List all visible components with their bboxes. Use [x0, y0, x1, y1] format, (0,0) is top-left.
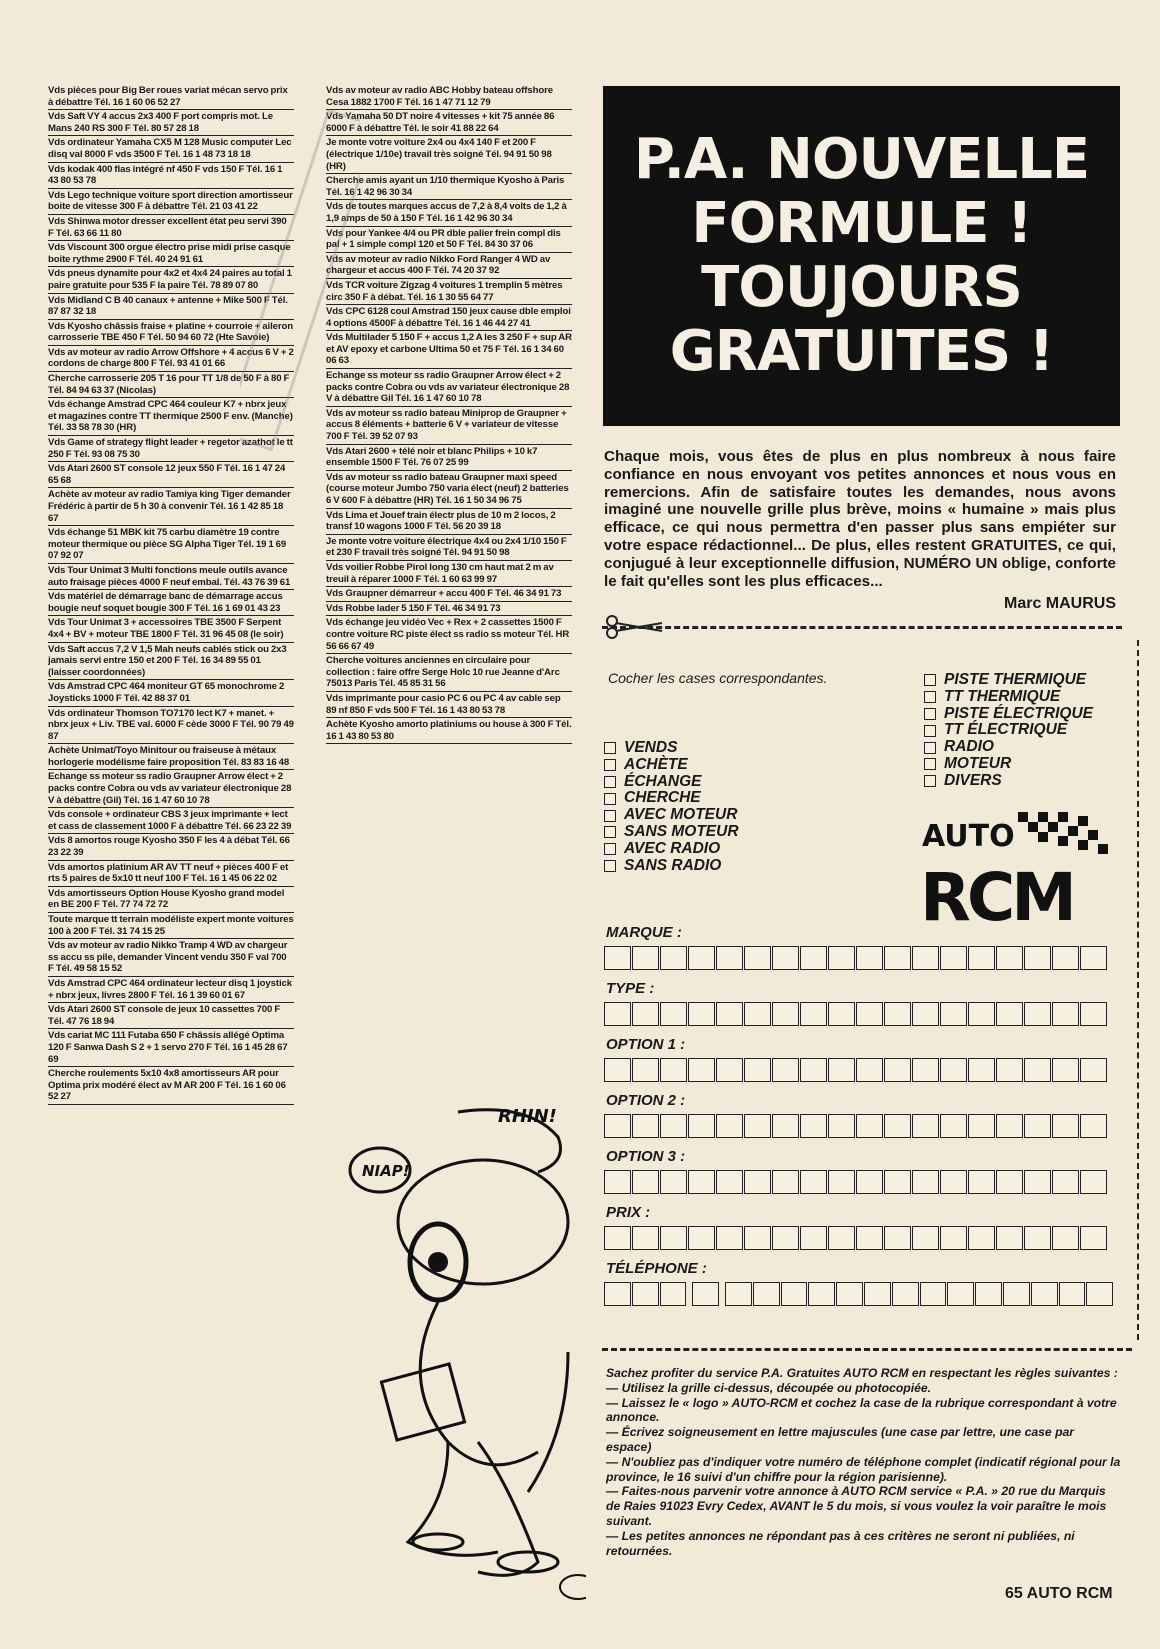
- letter-box[interactable]: [996, 1002, 1023, 1026]
- rubric-option[interactable]: [604, 807, 739, 824]
- letter-box[interactable]: [800, 1226, 827, 1250]
- classified-ad: Vds de toutes marques accus de 7,2 à 8,4 volts de 1,2 à 1,9 amps de 50 à 150 F Tél. 16 1 42 96 30 34: [326, 200, 572, 226]
- classified-ad: Vds ordinateur Thomson TO7170 lect K7 + manet. + nbrx jeux + Liv. TBE val. 6000 F cède 3000 F Tél. 90 79 49 87: [48, 707, 294, 745]
- rubric-label: MOTEUR: [944, 754, 1012, 772]
- letter-box[interactable]: [828, 1170, 855, 1194]
- classified-ad: Vds Amstrad CPC 464 ordinateur lecteur disq 1 joystick + nbrx jeux, livres 2800 F Tél. 16 1 39 60 01 67: [48, 977, 294, 1003]
- rubric-label: PISTE THERMIQUE: [944, 671, 1087, 688]
- letter-box[interactable]: [660, 946, 687, 970]
- svg-text:NIAP!: NIAP!: [362, 1162, 410, 1180]
- letter-box[interactable]: [856, 1002, 883, 1026]
- letter-box[interactable]: [744, 1002, 771, 1026]
- letter-box[interactable]: [912, 1226, 939, 1250]
- checkbox[interactable]: [924, 691, 936, 703]
- classified-ad: Echange ss moteur ss radio Graupner Arrow élect + 2 packs contre Cobra ou vds av variateur électronique 28 V à débattre (Gil) Tél. 16 1 47 60 10 78: [48, 770, 294, 808]
- letter-box[interactable]: [864, 1282, 891, 1306]
- rubric-label: ACHÈTE: [624, 755, 688, 773]
- rubric-option[interactable]: [604, 858, 739, 875]
- classified-ad: Vds TCR voiture Zigzag 4 voitures 1 tremplin 5 mètres circ 350 F à débat. Tél. 16 1 30 55 64 77: [326, 279, 572, 305]
- mouse-cartoon-illustration: [328, 1092, 586, 1632]
- letter-box[interactable]: [604, 1002, 631, 1026]
- letter-box[interactable]: [884, 1170, 911, 1194]
- classified-ad: Vds av moteur av radio Nikko Ford Ranger 4 WD av chargeur et accus 400 F Tél. 74 20 37 92: [326, 253, 572, 279]
- checkbox[interactable]: [924, 775, 936, 787]
- rule-item: — Les petites annonces ne répondant pas à ces critères ne seront ni publiées, ni retournées.: [606, 1528, 1075, 1558]
- checkbox[interactable]: [604, 810, 616, 822]
- rubric-label: DIVERS: [944, 771, 1002, 789]
- rubric-label: TT ÉLECTRIQUE: [944, 721, 1068, 739]
- letter-box[interactable]: [912, 1170, 939, 1194]
- field-label-option3: OPTION 3 :: [606, 1148, 686, 1165]
- letter-box[interactable]: [808, 1282, 835, 1306]
- letter-box[interactable]: [940, 1002, 967, 1026]
- rule-item: — Laissez le « logo » AUTO-RCM et cochez la case de la rubrique correspondant à votre annonce.: [606, 1395, 1117, 1425]
- rule-item: — Faites-nous parvenir votre annonce à AUTO RCM service « P.A. » 20 rue du Marquis de Raies 91023 Evry Cedex, AVANT le 5 du mois, si vous voulez la voir paraître le mois suivant.: [606, 1484, 1107, 1528]
- classified-ad: Vds av moteur ss radio bateau Graupner maxi speed (course moteur Jumbo 750 varia élect (neuf) 2 batteries 6 V 600 F à débattre (HR) Tél. 16 1 50 34 96 75: [326, 471, 572, 509]
- cut-line-top: [602, 626, 1122, 639]
- rubric-label: CHERCHE: [624, 789, 701, 807]
- checkbox[interactable]: [604, 776, 616, 788]
- auto-rcm-logo: [918, 808, 1118, 926]
- grid-telephone[interactable]: [604, 1282, 1114, 1306]
- letter-box[interactable]: [688, 946, 715, 970]
- letter-box[interactable]: [884, 946, 911, 970]
- letter-box[interactable]: [716, 1114, 743, 1138]
- classified-ad: Vds échange jeu vidéo Vec + Rex + 2 cassettes 1500 F contre voiture RC piste élect ss radio ss moteur Tél. HR 56 66 67 49: [326, 616, 572, 654]
- letter-box[interactable]: [632, 1002, 659, 1026]
- rubric-option[interactable]: [604, 774, 739, 791]
- headline-banner: [603, 86, 1120, 426]
- grid-marque[interactable]: [604, 946, 1114, 970]
- letter-box[interactable]: [744, 1226, 771, 1250]
- classified-ad: Vds cariat MC 111 Futaba 650 F châssis allégé Optima 120 F Sanwa Dash S 2 + 1 servo 270 F Tél. 16 1 45 28 67 69: [48, 1029, 294, 1067]
- letter-box[interactable]: [968, 1058, 995, 1082]
- letter-box[interactable]: [1059, 1282, 1086, 1306]
- letter-box[interactable]: [781, 1282, 808, 1306]
- page-footer: [1005, 1585, 1113, 1603]
- rubric-label: AVEC RADIO: [624, 839, 721, 857]
- letter-box[interactable]: [772, 1226, 799, 1250]
- rubric-option[interactable]: [924, 689, 1093, 706]
- classified-ad: Vds Midland C B 40 canaux + antenne + Mike 500 F Tél. 87 87 32 18: [48, 294, 294, 320]
- letter-box[interactable]: [968, 1226, 995, 1250]
- letter-box[interactable]: [660, 1282, 687, 1306]
- letter-box[interactable]: [996, 1114, 1023, 1138]
- letter-box[interactable]: [1052, 1170, 1079, 1194]
- rubric-option[interactable]: [604, 824, 739, 841]
- letter-box[interactable]: [968, 1114, 995, 1138]
- rules-intro: Sachez profiter du service P.A. Gratuites AUTO RCM en respectant les règles suivantes :: [606, 1366, 1118, 1380]
- letter-box[interactable]: [1031, 1282, 1058, 1306]
- letter-box[interactable]: [1080, 1002, 1107, 1026]
- letter-box[interactable]: [1024, 1002, 1051, 1026]
- letter-box[interactable]: [772, 1058, 799, 1082]
- headline-line-1: P.A. NOUVELLE: [633, 127, 1090, 192]
- classified-ad: Vds console + ordinateur CBS 3 jeux imprimante + lect et cass de classement 1000 F à débattre Tél. 66 23 22 39: [48, 808, 294, 834]
- letter-box[interactable]: [828, 1114, 855, 1138]
- classified-ad: Vds Tour Unimat 3 Multi fonctions meule outils avance auto fraisage pièces 4000 F neuf embal. Tél. 43 76 39 61: [48, 564, 294, 590]
- checkbox[interactable]: [924, 742, 936, 754]
- svg-text:RHIN!: RHIN!: [498, 1106, 557, 1127]
- letter-box[interactable]: [1052, 1002, 1079, 1026]
- classified-ad: Vds Lima et Jouef train électr plus de 10 m 2 locos, 2 transf 10 wagons 1000 F Tél. 56 20 39 18: [326, 509, 572, 535]
- rubric-option[interactable]: [604, 740, 739, 757]
- letter-box[interactable]: [856, 1114, 883, 1138]
- letter-box[interactable]: [716, 1226, 743, 1250]
- rubric-option[interactable]: [924, 706, 1093, 723]
- classified-ad: Cherche roulements 5x10 4x8 amortisseurs AR pour Optima prix modéré élect av M AR 200 F Tél. 16 1 60 06 52 27: [48, 1067, 294, 1105]
- letter-box[interactable]: [772, 1002, 799, 1026]
- classified-ad: Je monte votre voiture électrique 4x4 ou 2x4 1/10 150 F et 230 F travail très soigné Tél. 94 91 50 98: [326, 535, 572, 561]
- field-label-marque: MARQUE :: [606, 924, 682, 941]
- classified-ad: Cherche carrosserie 205 T 16 pour TT 1/8 de 50 F à 80 F Tél. 84 94 63 37 (Nicolas): [48, 372, 294, 398]
- letter-box[interactable]: [836, 1282, 863, 1306]
- classified-ad: Vds Saft accus 7,2 V 1,5 Mah neufs cablés stick ou 2x3 jamais servi entre 150 et 200 F Tél. 16 34 89 55 01 (laisser coordonnées): [48, 643, 294, 681]
- letter-box[interactable]: [940, 1226, 967, 1250]
- rubric-checkboxes-right: [924, 672, 1093, 790]
- letter-box[interactable]: [744, 1170, 771, 1194]
- letter-box[interactable]: [1052, 1114, 1079, 1138]
- rubric-option[interactable]: [604, 757, 739, 774]
- letter-box[interactable]: [716, 946, 743, 970]
- checkbox[interactable]: [924, 708, 936, 720]
- classified-ad: Vds Game of strategy flight leader + regetor azathot le tt 250 F Tél. 93 08 75 30: [48, 436, 294, 462]
- classified-ad: Vds ordinateur Yamaha CX5 M 128 Music computer Lec disq val 8000 F vds 3500 F Tél. 16 1 48 73 18 18: [48, 136, 294, 162]
- rubric-label: ÉCHANGE: [624, 772, 702, 790]
- cut-line-right: [1137, 640, 1139, 1340]
- signature: Marc MAURUS: [1003, 595, 1116, 612]
- svg-text:RCM: RCM: [920, 859, 1073, 926]
- letter-box[interactable]: [604, 946, 631, 970]
- letter-box[interactable]: [828, 1002, 855, 1026]
- letter-box[interactable]: [753, 1282, 780, 1306]
- letter-box[interactable]: [892, 1282, 919, 1306]
- checkbox[interactable]: [604, 759, 616, 771]
- classified-ad: Achète Unimat/Toyo Minitour ou fraiseuse à métaux horlogerie modélisme faire proposition Tél. 83 83 16 48: [48, 744, 294, 770]
- letter-box[interactable]: [968, 1170, 995, 1194]
- stamp-watermark: [240, 100, 360, 460]
- letter-box[interactable]: [632, 946, 659, 970]
- letter-box[interactable]: [716, 1058, 743, 1082]
- grid-option1[interactable]: [604, 1058, 1114, 1082]
- letter-box[interactable]: [1052, 1058, 1079, 1082]
- classified-ad: Vds CPC 6128 coul Amstrad 150 jeux cause dble emploi 4 options 4500F à débattre Tél. 16 1 46 44 27 41: [326, 305, 572, 331]
- letter-box[interactable]: [996, 1170, 1023, 1194]
- letter-box[interactable]: [912, 1058, 939, 1082]
- letter-box[interactable]: [772, 946, 799, 970]
- letter-box[interactable]: [744, 1058, 771, 1082]
- headline-line-4: GRATUITES !: [669, 319, 1054, 384]
- classified-ad: Cherche amis ayant un 1/10 thermique Kyosho à Paris Tél. 16 1 42 96 30 34: [326, 174, 572, 200]
- letter-box[interactable]: [688, 1170, 715, 1194]
- classified-ad: Vds Tour Unimat 3 + accessoires TBE 3500 F Serpent 4x4 + BV + moteur TBE 1800 F Tél. 31 96 45 08 (le soir): [48, 616, 294, 642]
- rule-item: — Écrivez soigneusement en lettre majuscules (une case par lettre, une case par espace): [606, 1425, 1075, 1454]
- letter-box[interactable]: [996, 1226, 1023, 1250]
- rule-item: — Utilisez la grille ci-dessus, découpée ou photocopiée.: [606, 1380, 932, 1395]
- classified-ad: Vds matériel de démarrage banc de démarrage accus bougie neuf soquet bougie 300 F Tél. 16 1 69 01 43 23: [48, 590, 294, 616]
- field-label-prix: PRIX :: [606, 1204, 651, 1221]
- classified-ad: Vds kodak 400 flas intégré nf 450 F vds 150 F Tél. 16 1 43 80 53 78: [48, 163, 294, 189]
- grid-type[interactable]: [604, 1002, 1114, 1026]
- classified-ad: Vds Lego technique voiture sport direction amortisseur boite de vitesse 300 F à débattre Tél. 21 03 41 22: [48, 189, 294, 215]
- classified-ad: Vds Atari 2600 ST console 12 jeux 550 F Tél. 16 1 47 24 65 68: [48, 462, 294, 488]
- page-number: 65: [1005, 1585, 1023, 1602]
- field-label-telephone: TÉLÉPHONE :: [606, 1260, 707, 1277]
- classified-ad: Toute marque tt terrain modéliste expert monte voitures 100 à 200 F Tél. 31 74 15 25: [48, 913, 294, 939]
- classified-ad: Vds av moteur av radio ABC Hobby bateau offshore Cesa 1882 1700 F Tél. 16 1 47 71 12 79: [326, 84, 572, 110]
- letter-box[interactable]: [632, 1170, 659, 1194]
- letter-box[interactable]: [800, 946, 827, 970]
- intro-paragraph: Chaque mois, vous êtes de plus en plus nombreux à nous faire confiance en nous envoyant vos petites annonces et nous vous en remercions. Afin de satisfaire toutes les demandes, nous avons imaginé une nouvelle grille plus brève, moins « humaine » mais plus efficace, ce qui nous permettra d'en passer plus sans empiéter sur votre espace rédactionnel... De plus, elles restent GRATUITES, ce qui, conjugué à leur exceptionnelle diffusion, NUMÉRO UN oblige, conforte le fait qu'elles sont les plus efficaces...: [604, 448, 1116, 590]
- letter-box[interactable]: [884, 1114, 911, 1138]
- classified-ad: Vds échange 51 MBK kit 75 carbu diamètre 19 contre moteur thermique ou pièce SG Alpha Tiger Tél. 19 1 69 07 92 07: [48, 526, 294, 564]
- checkbox[interactable]: [924, 725, 936, 737]
- letter-box[interactable]: [604, 1282, 631, 1306]
- letter-box[interactable]: [660, 1170, 687, 1194]
- letter-box[interactable]: [1024, 1114, 1051, 1138]
- letter-box[interactable]: [912, 946, 939, 970]
- grid-option2[interactable]: [604, 1114, 1114, 1138]
- letter-box[interactable]: [604, 1226, 631, 1250]
- letter-box[interactable]: [1080, 1058, 1107, 1082]
- letter-box[interactable]: [940, 1114, 967, 1138]
- letter-box[interactable]: [1024, 946, 1051, 970]
- letter-box[interactable]: [1080, 1226, 1107, 1250]
- rubric-option[interactable]: [604, 790, 739, 807]
- letter-box[interactable]: [1080, 1170, 1107, 1194]
- letter-box[interactable]: [688, 1058, 715, 1082]
- letter-box[interactable]: [828, 1058, 855, 1082]
- letter-box[interactable]: [884, 1002, 911, 1026]
- letter-box[interactable]: [1003, 1282, 1030, 1306]
- rubric-label: SANS RADIO: [624, 856, 722, 874]
- rubric-option[interactable]: [924, 739, 1093, 756]
- classified-ad: Vds pour Yankee 4/4 ou PR dble palier frein compl dis pal + 1 simple compl 120 et 50 F Tél. 84 30 37 06: [326, 227, 572, 253]
- letter-box[interactable]: [800, 1058, 827, 1082]
- classified-ad: Vds pièces pour Big Ber roues variat mécan servo prix à débattre Tél. 16 1 60 06 52 27: [48, 84, 294, 110]
- letter-box[interactable]: [772, 1114, 799, 1138]
- letter-box[interactable]: [716, 1170, 743, 1194]
- rubric-label: TT THERMIQUE: [944, 687, 1061, 705]
- letter-box[interactable]: [856, 946, 883, 970]
- field-label-option1: OPTION 1 :: [606, 1036, 686, 1053]
- letter-box[interactable]: [800, 1114, 827, 1138]
- classified-ad: Achète av moteur av radio Tamiya king Tiger demander Frédéric à partir de 5 h 30 à convenir Tél. 16 1 42 85 18 67: [48, 488, 294, 526]
- letter-box[interactable]: [912, 1002, 939, 1026]
- classified-ad: Vds av moteur av radio Nikko Tramp 4 WD av chargeur ss accu ss pile, demander Vincent vendu 350 F val 700 F Tél. 49 58 15 52: [48, 939, 294, 977]
- checkbox[interactable]: [604, 826, 616, 838]
- classified-ad: Vds Viscount 300 orgue électro prise midi prise casque boite rythme 2900 F Tél. 40 24 91 61: [48, 241, 294, 267]
- letter-box[interactable]: [688, 1114, 715, 1138]
- classified-ad: Vds Robbe lader 5 150 F Tél. 46 34 91 73: [326, 602, 572, 617]
- letter-box[interactable]: [1052, 946, 1079, 970]
- rubric-label: AVEC MOTEUR: [624, 806, 738, 824]
- rubric-label: SANS MOTEUR: [624, 822, 739, 840]
- letter-box[interactable]: [947, 1282, 974, 1306]
- letter-box[interactable]: [996, 1058, 1023, 1082]
- letter-box[interactable]: [828, 946, 855, 970]
- field-label-option2: OPTION 2 :: [606, 1092, 686, 1109]
- letter-box[interactable]: [660, 1002, 687, 1026]
- rubric-label: RADIO: [944, 738, 994, 756]
- classified-ad: Vds voilier Robbe Pirol long 130 cm haut mat 2 m av treuil à réparer 1000 F Tél. 1 60 63 99 97: [326, 561, 572, 587]
- grid-prix[interactable]: [604, 1226, 1114, 1250]
- letter-box[interactable]: [632, 1226, 659, 1250]
- classified-ad: Vds imprimante pour casio PC 6 ou PC 4 av cable sep 89 nf 850 F vds 500 F Tél. 16 1 43 80 53 78: [326, 692, 572, 718]
- letter-box[interactable]: [1024, 1058, 1051, 1082]
- svg-text:AUTO: AUTO: [922, 819, 1015, 854]
- field-label-type: TYPE :: [606, 980, 655, 997]
- classified-ad: Vds amortos platinium AR AV TT neuf + pièces 400 F et rts 5 paires de 5x10 tt neuf 100 F Tél. 16 1 45 06 22 02: [48, 861, 294, 887]
- form-instruction: Cocher les cases correspondantes.: [608, 670, 828, 686]
- checkered-flag-icon: [1018, 812, 1108, 854]
- classified-ad: Echange ss moteur ss radio Graupner Arrow élect + 2 packs contre Cobra ou vds av variateur électronique 28 V à débattre Gil Tél. 16 1 47 60 10 78: [326, 369, 572, 407]
- letter-box[interactable]: [1080, 946, 1107, 970]
- letter-box[interactable]: [604, 1058, 631, 1082]
- classified-ad: Cherche voitures anciennes en circulaire pour collection : faire offre Serge Holc 10 rue Jeanne d'Arc 75013 Paris Tél. 45 85 31 56: [326, 654, 572, 692]
- classified-ad: Vds av moteur ss radio bateau Miniprop de Graupner + accus 8 éléments + batterie 6 V + variateur de vitesse 700 F Tél. 39 52 07 93: [326, 407, 572, 445]
- classified-ad: Vds Amstrad CPC 464 moniteur GT 65 monochrome 2 Joysticks 1000 F Tél. 42 88 37 01: [48, 680, 294, 706]
- checkbox[interactable]: [604, 742, 616, 754]
- classified-ad: Vds pneus dynamite pour 4x2 et 4x4 24 paires au total 1 paire gratuite pour 535 F la paire Tél. 78 89 07 80: [48, 267, 294, 293]
- letter-box[interactable]: [975, 1282, 1002, 1306]
- headline-line-2: FORMULE !: [691, 191, 1032, 256]
- rule-item: — N'oubliez pas d'indiquer votre numéro de téléphone complet (indicatif régional pour la province, le 16 suivi d'un chiffre pour la région parisienne).: [606, 1454, 1121, 1484]
- checkbox[interactable]: [924, 674, 936, 686]
- rubric-checkboxes-left: [604, 740, 739, 874]
- letter-box[interactable]: [716, 1002, 743, 1026]
- grid-option3[interactable]: [604, 1170, 1114, 1194]
- letter-box[interactable]: [1024, 1170, 1051, 1194]
- letter-box[interactable]: [920, 1282, 947, 1306]
- classified-ad: Vds Atari 2600 + télé noir et blanc Philips + 10 k7 ensemble 1500 F Tél. 76 07 25 99: [326, 445, 572, 471]
- letter-box[interactable]: [604, 1170, 631, 1194]
- letter-box[interactable]: [1024, 1226, 1051, 1250]
- letter-box[interactable]: [632, 1114, 659, 1138]
- letter-box[interactable]: [688, 1002, 715, 1026]
- magazine-name: AUTO RCM: [1026, 1585, 1113, 1602]
- classified-ad: Achète Kyosho amorto platiniums ou house à 300 F Tél. 16 1 43 80 53 80: [326, 718, 572, 744]
- classified-ad: Vds Multilader 5 150 F + accus 1,2 A les 3 250 F + sup AR et AV epoxy et carbone Ultima 50 et 75 F Tél. 16 1 34 60 06 63: [326, 331, 572, 369]
- letter-box[interactable]: [632, 1282, 659, 1306]
- rubric-option[interactable]: [924, 756, 1093, 773]
- letter-box[interactable]: [744, 946, 771, 970]
- rubric-label: PISTE ÉLECTRIQUE: [944, 704, 1093, 722]
- letter-box[interactable]: [940, 1170, 967, 1194]
- letter-box[interactable]: [884, 1226, 911, 1250]
- letter-box[interactable]: [996, 946, 1023, 970]
- classified-ad: Vds Shinwa motor dresser excellent état peu servi 390 F Tél. 63 66 11 80: [48, 215, 294, 241]
- letter-box[interactable]: [884, 1058, 911, 1082]
- classified-ad: Vds Saft VY 4 accus 2x3 400 F port compris mot. Le Mans 240 RS 300 F Tél. 80 57 28 18: [48, 110, 294, 136]
- classified-column-2: [326, 84, 572, 744]
- letter-box[interactable]: [856, 1170, 883, 1194]
- letter-box[interactable]: [912, 1114, 939, 1138]
- checkbox[interactable]: [924, 758, 936, 770]
- letter-box[interactable]: [856, 1058, 883, 1082]
- letter-box[interactable]: [800, 1170, 827, 1194]
- letter-box[interactable]: [725, 1282, 752, 1306]
- letter-box[interactable]: [828, 1226, 855, 1250]
- letter-box[interactable]: [968, 1002, 995, 1026]
- letter-box[interactable]: [856, 1226, 883, 1250]
- checkbox[interactable]: [604, 793, 616, 805]
- checkbox[interactable]: [604, 843, 616, 855]
- rubric-option[interactable]: [924, 773, 1093, 790]
- classified-ad: Vds échange Amstrad CPC 464 couleur K7 + nbrx jeux et magazines contre TT thermique 2500 F env. (Manche) Tél. 33 58 78 30 (HR): [48, 398, 294, 436]
- rubric-option[interactable]: [604, 841, 739, 858]
- classified-ad: Vds Graupner démarreur + accu 400 F Tél. 46 34 91 73: [326, 587, 572, 602]
- letter-box[interactable]: [940, 946, 967, 970]
- classified-ad: Vds amortisseurs Option House Kyosho grand model en BE 200 F Tél. 77 74 72 72: [48, 887, 294, 913]
- letter-box[interactable]: [1080, 1114, 1107, 1138]
- cut-line-bottom: [602, 1348, 1132, 1351]
- checkbox[interactable]: [604, 860, 616, 872]
- letter-box[interactable]: [744, 1114, 771, 1138]
- classified-ad: Vds Yamaha 50 DT noire 4 vitesses + kit 75 année 86 6000 F à débattre Tél. le soir 41 88 22 64: [326, 110, 572, 136]
- rubric-label: VENDS: [624, 739, 678, 756]
- letter-box[interactable]: [1052, 1226, 1079, 1250]
- letter-box[interactable]: [632, 1058, 659, 1082]
- rules-text: [606, 1366, 1122, 1558]
- classified-ad: Je monte votre voiture 2x4 ou 4x4 140 F et 200 F (électrique 1/10e) travail très soigné Tél. 94 91 50 98 (HR): [326, 136, 572, 174]
- letter-box[interactable]: [688, 1226, 715, 1250]
- classified-ad: Vds 8 amortos rouge Kyosho 350 F les 4 à débat Tél. 66 23 22 39: [48, 834, 294, 860]
- letter-box[interactable]: [692, 1282, 719, 1306]
- letter-box[interactable]: [660, 1114, 687, 1138]
- classified-ad: Vds av moteur av radio Arrow Offshore + 4 accus 6 V + 2 cordons de charge 800 F Tél. 93 41 01 66: [48, 346, 294, 372]
- letter-box[interactable]: [800, 1002, 827, 1026]
- headline-line-3: TOUJOURS: [701, 255, 1022, 320]
- letter-box[interactable]: [940, 1058, 967, 1082]
- letter-box[interactable]: [604, 1114, 631, 1138]
- letter-box[interactable]: [660, 1058, 687, 1082]
- classified-ad: Vds Atari 2600 ST console de jeux 10 cassettes 700 F Tél. 47 76 18 94: [48, 1003, 294, 1029]
- classified-ad: Vds Kyosho châssis fraise + platine + courroie + aileron carrosserie TBE 450 F Tél. 50 94 60 72 (Hte Savoie): [48, 320, 294, 346]
- letter-box[interactable]: [772, 1170, 799, 1194]
- letter-box[interactable]: [660, 1226, 687, 1250]
- rubric-option[interactable]: [924, 672, 1093, 689]
- rubric-option[interactable]: [924, 722, 1093, 739]
- letter-box[interactable]: [968, 946, 995, 970]
- letter-box[interactable]: [1086, 1282, 1113, 1306]
